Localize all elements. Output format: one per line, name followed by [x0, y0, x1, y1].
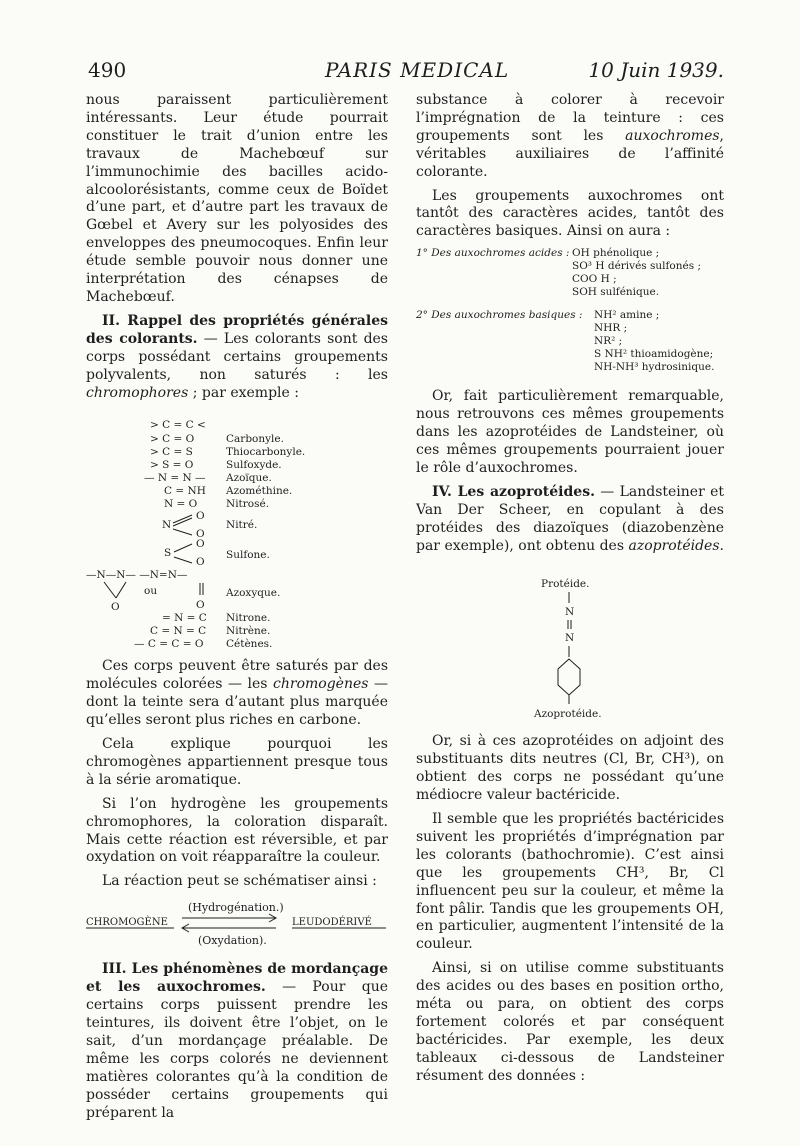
- scheme-right: LEUDODÉRIVÉ: [292, 917, 372, 929]
- atom-o: O: [196, 599, 205, 612]
- section-2: [86, 313, 388, 403]
- paragraph: Cela explique pourquoi les chromogènes appartiennent presque tous à la série aromatique.: [86, 736, 388, 788]
- formula-azoique: — N = N —: [144, 472, 206, 485]
- atom-o: O: [196, 538, 205, 551]
- formula-nitrose: N = O: [164, 498, 198, 511]
- formula-carbonyle: > C = O: [150, 433, 195, 446]
- paragraph: Il semble que les propriétés bactéricides suivent les propriétés d’imprégnation par les colorants (bathochromie). C’est ainsi que les groupements CH³, Br, Cl influencent peu sur la couleur, et même la font pâlir. Tandis que les groupements OH, en particulier, augmentent l’intensité de la couleur.: [416, 811, 724, 953]
- term-chromophores: chromophores: [86, 384, 189, 401]
- formula-nitrone: = N = C: [162, 612, 207, 625]
- section-3: [86, 961, 388, 1122]
- formula-thiocarbonyle: > C = S: [150, 446, 193, 459]
- basic-label: 2° Des auxochromes basiques :: [416, 309, 583, 322]
- section-3-text: — Pour que certains corps puissent prendre les teintures, ils doivent être l’objet, on le sait, d’un mordançage préalable. De même les corps colorés ne deviennent matières colorantes qu’à la condition de posséder certains groupements qui préparent la: [86, 979, 388, 1121]
- label-nitre: Nitré.: [226, 519, 258, 532]
- atom-o: O: [196, 556, 205, 569]
- formula-azomethine: C = NH: [164, 485, 206, 498]
- section-4: [416, 484, 724, 556]
- formula-ethylenic: > C = C <: [150, 419, 206, 432]
- paragraph-part: Ces corps peuvent être saturés par des molécules colorées — les: [86, 658, 388, 693]
- formula-azoxy-chain: —N—N— —N=N—: [86, 569, 188, 582]
- paragraph: Ainsi, si on utilise comme substituants des acides ou des bases en position ortho, méta ou para, on obtient des corps fortement colorés et par conséquent bactéricides. Par exemple, les deux tableaux ci-dessous de Landsteiner résument des données :: [416, 960, 724, 1084]
- term-auxochromes: auxochromes: [625, 127, 720, 144]
- left-column: [86, 92, 388, 1128]
- atom-n: N: [565, 606, 575, 619]
- paragraph: [416, 92, 724, 182]
- label-thiocarbonyle: Thiocarbonyle.: [226, 446, 306, 459]
- section-3-heading: III. Les phénomènes de mordançage et les auxochromes.: [86, 961, 388, 996]
- scheme-bottom-label: (Oxydation).: [198, 934, 267, 948]
- scheme-left: CHROMOGÈNE: [86, 917, 168, 929]
- atom-o: O: [196, 528, 205, 541]
- right-column: [416, 92, 724, 1092]
- paragraph-part: — dont la teinte sera d’autant plus marquée qu’elles seront plus riches en carbone.: [86, 676, 388, 729]
- basic-item: NHR ;: [594, 322, 628, 335]
- azoproteide-diagram: [416, 561, 724, 721]
- section-2-heading: II. Rappel des propriétés générales des colorants.: [86, 312, 388, 347]
- acid-item: SOH sulfénique.: [572, 286, 660, 299]
- acid-auxochromes: [416, 247, 724, 299]
- section-2-tail: ; par exemple :: [188, 384, 299, 401]
- label-sulfone: Sulfone.: [226, 549, 270, 562]
- paragraph: Or, fait particulièrement remarquable, nous retrouvons ces mêmes groupements dans les azoprotéides de Landsteiner, où ces mêmes groupements pourraient jouer le rôle d’auxochromes.: [416, 388, 724, 476]
- acid-item: SO³ H dérivés sulfonés ;: [572, 260, 701, 273]
- atom-n-nitre: N: [162, 519, 172, 532]
- atom-o: O: [111, 601, 120, 614]
- section-4-heading: IV. Les azoprotéides.: [432, 483, 595, 500]
- label-sulfoxyde: Sulfoxyde.: [226, 459, 282, 472]
- atom-s-sulfone: S: [164, 547, 172, 560]
- label-azoxyque: Azoxyque.: [226, 587, 281, 600]
- basic-auxochromes: [416, 309, 724, 374]
- label-azomethine: Azométhine.: [226, 485, 293, 498]
- term-azoproteides: azoprotéides.: [628, 537, 724, 554]
- basic-item: S NH² thioamidogène;: [594, 348, 714, 361]
- word-ou: ou: [144, 585, 158, 598]
- bond: [174, 557, 192, 563]
- paragraph: Or, si à ces azoprotéides on adjoint des substituants dits neutres (Cl, Br, CH³), on obtient des corps ne possédant qu’une médiocre valeur bactéricide.: [416, 733, 724, 804]
- label-nitrose: Nitrosé.: [226, 498, 270, 511]
- scheme-top-label: (Hydrogénation.): [188, 901, 284, 915]
- section-4-text: — Landsteiner et Van Der Scheer, en copulant à des protéides des diazoïques (diazobenzène par exemple), ont obtenu des: [416, 483, 724, 554]
- atom-o: O: [196, 510, 205, 523]
- basic-item: NH² amine ;: [594, 309, 660, 322]
- paragraph-part: substance à colorer à recevoir l’imprégnation de la teinture : ces groupements sont les: [416, 92, 724, 144]
- formula-cetenes: — C = C = O: [134, 638, 204, 649]
- formula-sulfoxyde: > S = O: [150, 459, 194, 472]
- page-number: 490: [88, 58, 127, 82]
- section-2-text: — Les colorants sont des corps possédant certains groupements polyvalents, non saturés : les: [86, 330, 388, 383]
- basic-item: NH-NH³ hydrosinique.: [594, 361, 715, 374]
- basic-item: NR² ;: [594, 335, 623, 348]
- atom-n: N: [565, 632, 575, 645]
- paragraph: [86, 658, 388, 730]
- paragraph: Si l’on hydrogène les groupements chromophores, la coloration disparaît. Mais cette réaction est réversible, et par oxydation on voit réapparaître la couleur.: [86, 795, 388, 866]
- label-carbonyle: Carbonyle.: [226, 433, 284, 446]
- label-nitrene: Nitrène.: [226, 625, 271, 638]
- formula-nitrene: C = N = C: [150, 625, 207, 638]
- paragraph: Les groupements auxochromes ont tantôt des caractères acides, tantôt des caractères basiques. Ainsi on aura :: [416, 187, 724, 240]
- paragraph: La réaction peut se schématiser ainsi :: [102, 873, 377, 890]
- paragraph-part: , véritables auxiliaires de l’affinité colorante.: [416, 127, 724, 180]
- diagram-top-label: Protéide.: [541, 578, 590, 591]
- bond: [173, 529, 192, 535]
- chromophore-table: [86, 408, 388, 648]
- journal-title: PARIS MEDICAL: [325, 58, 510, 82]
- reaction-scheme: [86, 897, 388, 949]
- bond: [104, 582, 116, 598]
- issue-date: 10 Juin 1939.: [588, 58, 724, 82]
- term-chromogenes: chromogènes: [273, 676, 369, 693]
- bond: [174, 544, 192, 552]
- acid-item: COO H ;: [572, 273, 617, 286]
- acid-label: 1° Des auxochromes acides :: [416, 247, 570, 260]
- acid-item: OH phénolique ;: [572, 247, 660, 260]
- benzene-ring: [558, 659, 580, 695]
- label-nitrone: Nitrone.: [226, 612, 271, 625]
- paragraph: nous paraissent particulièrement intéressants. Leur étude pourrait constituer le trait d’union entre les travaux de Machebœuf sur l’immunochimie des bacilles acido-alcoolorésistants, comme ceux de Boïdet d’une part, et d’autre part les travaux de Gœbel et Avery sur les polyosides des enveloppes des pneumocoques. Enfin leur étude semble pouvoir nous donner une interprétation des cénapses de Machebœuf.: [86, 92, 388, 305]
- label-cetenes: Cétènes.: [226, 638, 273, 649]
- bond: [116, 582, 126, 598]
- label-azoique: Azoïque.: [226, 472, 272, 485]
- diagram-bottom-label: Azoprotéide.: [534, 708, 602, 721]
